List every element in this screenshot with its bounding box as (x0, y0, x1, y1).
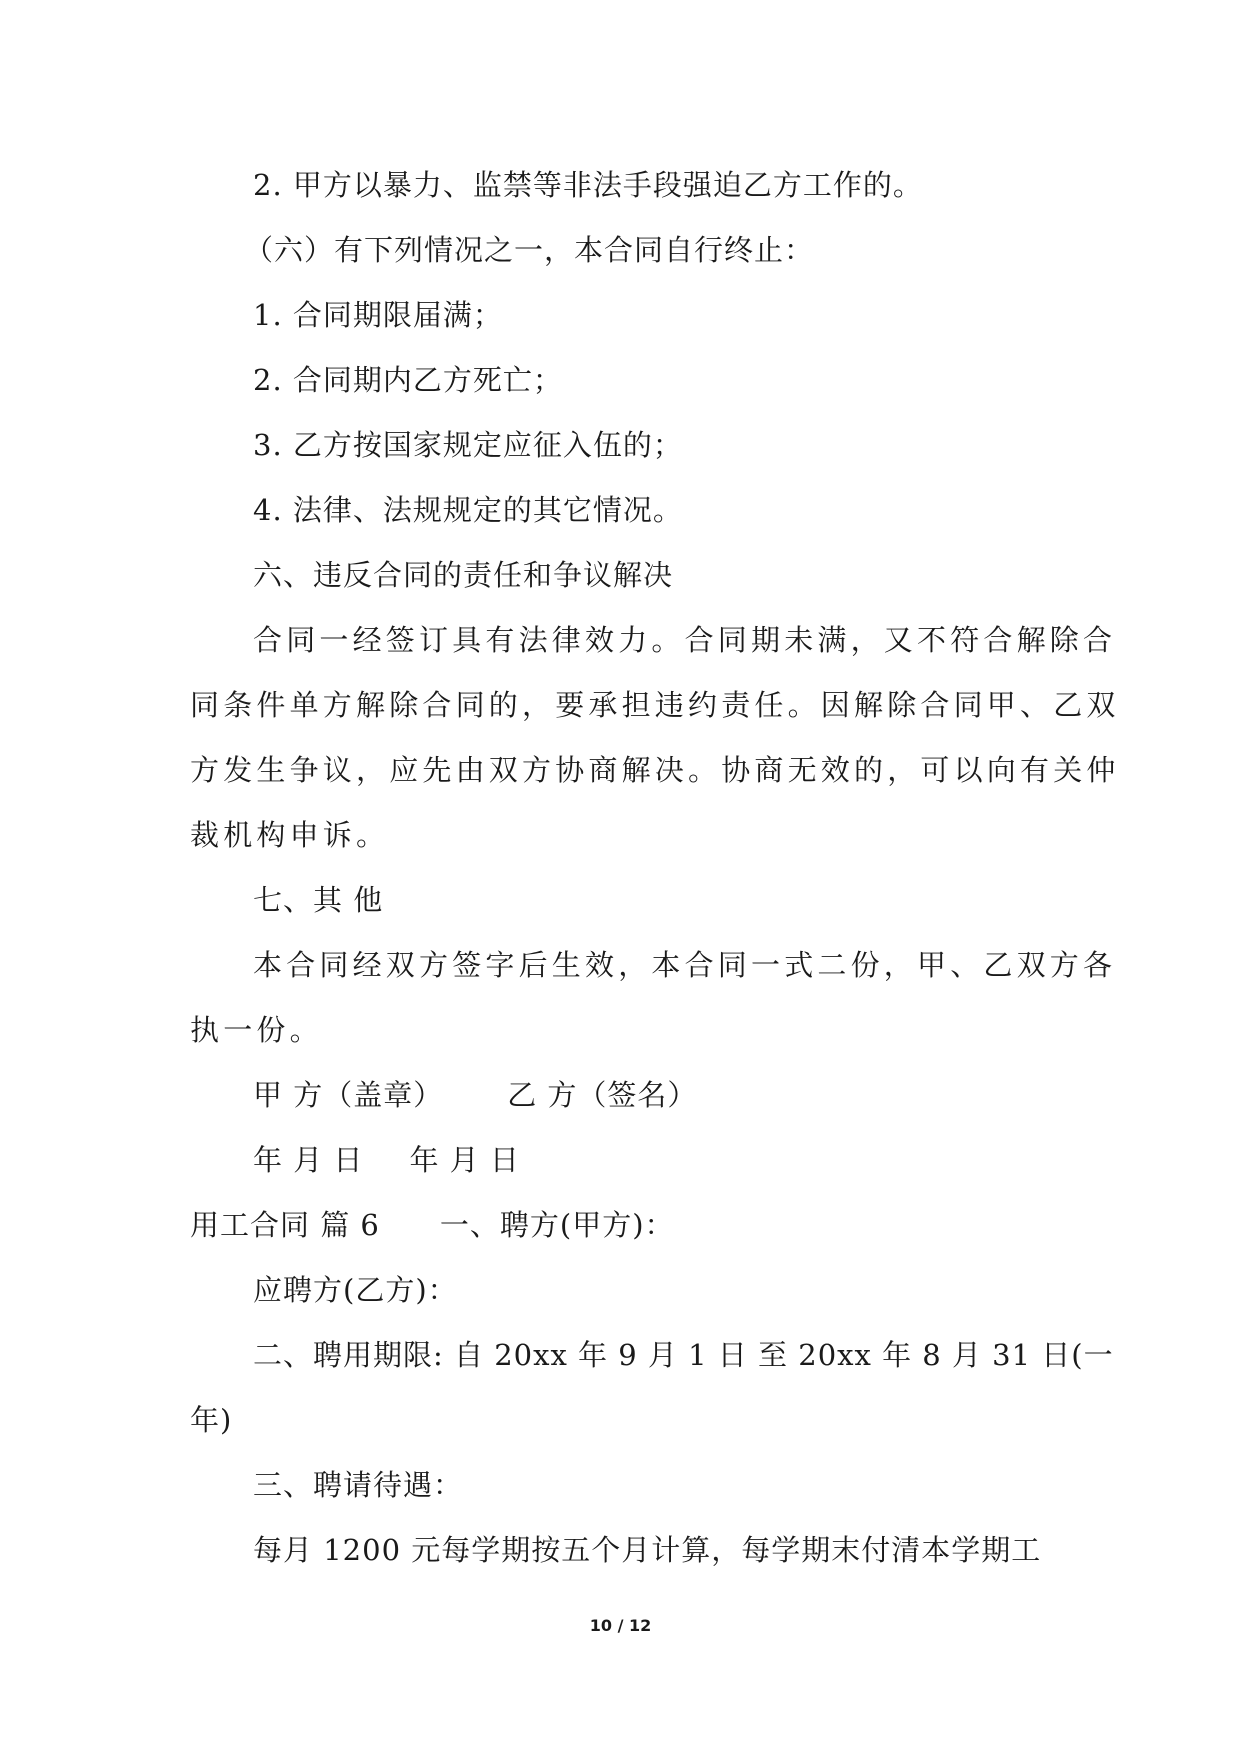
clause-line: 1. 合同期限届满； (253, 298, 503, 332)
party-a-date: 年 月 日 (253, 1143, 364, 1177)
clause-line: 应聘方(乙方)： (253, 1273, 458, 1307)
party-a-signature: 甲 方（盖章） (253, 1078, 444, 1112)
clause-line: 4. 法律、法规规定的其它情况。 (253, 493, 683, 527)
section-heading: 七、其 他 (253, 883, 384, 917)
contract-section-title-line (190, 1207, 675, 1243)
paragraph-line: 裁机构申诉。 (190, 818, 390, 852)
clause-line: 每月 1200 元每学期按五个月计算，每学期末付清本学期工 (253, 1533, 1042, 1567)
section-heading: 六、违反合同的责任和争议解决 (253, 558, 674, 592)
clause-line: 3. 乙方按国家规定应征入伍的； (253, 428, 683, 462)
paragraph-line: 本合同经双方签字后生效，本合同一式二份，甲、乙双方各 (253, 948, 1117, 982)
clause-line: 二、聘用期限: 自 20xx 年 9 月 1 日 至 20xx 年 8 月 31 日(一 (253, 1338, 1114, 1372)
party-b-signature: 乙 方（签名） (507, 1078, 698, 1112)
paragraph-line: 执一份。 (190, 1013, 323, 1047)
page-number: 10 / 12 (589, 1616, 652, 1635)
clause-line: 三、聘请待遇： (253, 1468, 464, 1502)
signature-line (253, 1077, 697, 1113)
clause-line: 2. 合同期内乙方死亡； (253, 363, 563, 397)
clause-line: 2. 甲方以暴力、监禁等非法手段强迫乙方工作的。 (253, 168, 923, 202)
paragraph-line: 方发生争议，应先由双方协商解决。协商无效的，可以向有关仲 (190, 753, 1120, 787)
clause-line: 年) (190, 1403, 233, 1437)
first-clause: 一、聘方(甲方)： (439, 1208, 675, 1242)
paragraph-line: 同条件单方解除合同的，要承担违约责任。因解除合同甲、乙双 (190, 688, 1120, 722)
date-line (253, 1142, 520, 1178)
clause-heading: （六）有下列情况之一，本合同自行终止： (244, 233, 815, 267)
paragraph-line: 合同一经签订具有法律效力。合同期未满，又不符合解除合 (253, 623, 1117, 657)
contract-section-title: 用工合同 篇 6 (190, 1208, 380, 1242)
party-b-date: 年 月 日 (409, 1143, 520, 1177)
